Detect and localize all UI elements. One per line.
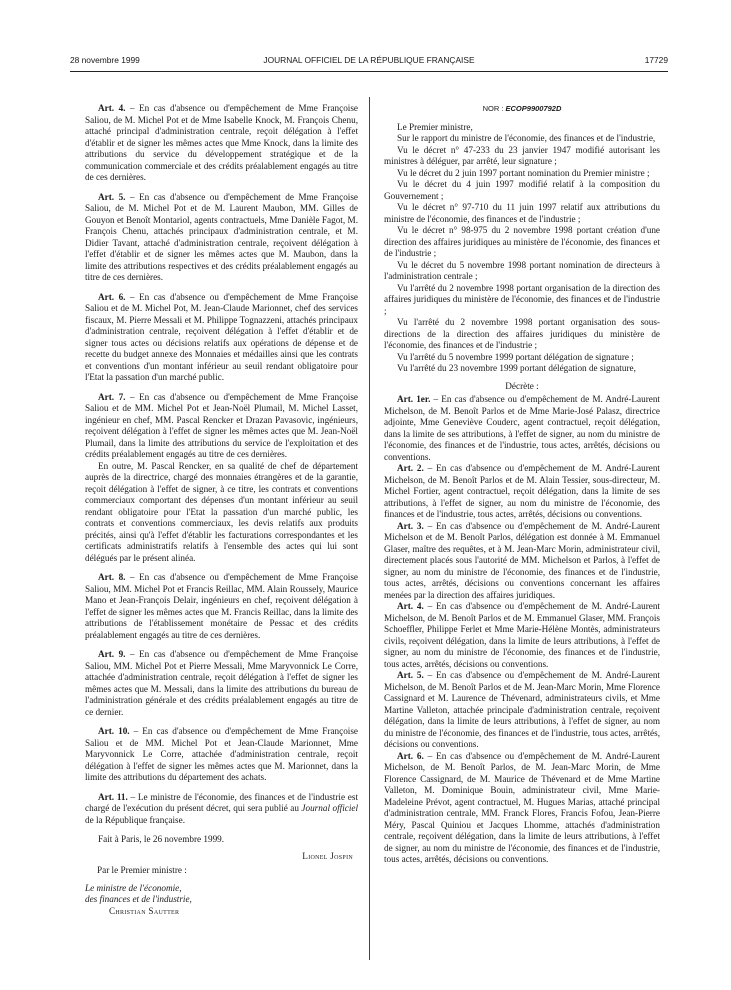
- nor-code: ECOP9900792D: [505, 104, 562, 113]
- article: [85, 192, 358, 284]
- minister-title: Le ministre de l'économie,: [85, 882, 182, 893]
- minister-title: des finances et de l'industrie,: [85, 894, 192, 904]
- article: [384, 463, 660, 521]
- article-text: – En cas d'absence ou d'empêchement de Mme Françoise Saliou et de MM. Michel Pot et Jean-Noël Plumail, M. Michel Lasset, ingénieur en chef, MM. Pascal Rencker et Drazan Pavasovic, ingénieurs, reçoivent délégation à l'effet de signer les mêmes actes que M. Jean-Noël Plumail, dans la limite des attributions du service de l'exploitation et des crédits préalablement engagés au titre de ces dernières.: [85, 391, 359, 459]
- article-text: – En cas d'absence ou d'empêchement de M. André-Laurent Michelson, de M. Benoît Parlos et de M. Jean-Marc Morin, Mme Florence Cassignard et M. Laurence de Thévenard, administrateurs civils, et Mme Martine Valleton, attachée principale d'administration centrale, reçoivent délégation, dans la limite de leurs attributions, à l'effet de signer, au nom du ministre de l'économie, des finances et de l'industrie, tous actes, arrêtés, décisions ou conventions.: [384, 670, 660, 749]
- article-label: Art. 3.: [397, 520, 424, 531]
- visa: Vu le décret du 4 juin 1997 modifié relatif à la composition du Gouvernement ;: [384, 179, 660, 201]
- article-text: – En cas d'absence ou d'empêchement de M. André-Laurent Michelson, de M. Benoît Parlos et de M. Alain Tessier, sous-directeur, M. Michel Fortier, agent contractuel, reçoit délégation, dans la limite de ses attributions, à l'effet de signer, au nom du ministre de l'économie, des finances et de l'industrie, tous actes, arrêtés, décisions ou conventions.: [384, 463, 660, 519]
- signature-date: Fait à Paris, le 26 novembre 1999.: [98, 834, 225, 844]
- article-text: – En cas d'absence ou d'empêchement de Mme Françoise Saliou, MM. Michel Pot et Francis Reillac, MM. Alain Roussely, Maurice Mano et Jean-François Delair, ingénieurs en chef, reçoivent délégation à l'effet de signer les mêmes actes que M. Francis Reillac, dans la limite des attributions de l'établissement monétaire de Pessac et des crédits préalablement engagés au titre de ces dernières.: [85, 572, 359, 640]
- article-text: – En cas d'absence ou d'empêchement de M. André-Laurent Michelson, de M. Benoît Parlos et de M. Emmanuel Glaser, MM. François Schoeffler, Philippe Ferlet et Mme Marie-Hélène Montès, administrateurs civils, reçoivent délégation, dans la limite de leurs attributions, à l'effet de signer, au nom du ministre de l'économie, des finances et de l'industrie, tous actes, arrêtés, décisions ou conventions.: [384, 601, 660, 669]
- article-text: – En cas d'absence ou d'empêchement de Mme Françoise Saliou et de M. Michel Pot, M. Jean-Claude Marionnet, chef des services fiscaux, M. Pierre Messali et M. Philippe Tognazzeni, attachés principaux d'administration centrale, reçoivent délégation à l'effet d'établir et de signer tous actes ou décisions relatifs aux opérations de dépense et de recette du budget annexe des Monnaies et médailles ainsi que les contrats et conventions d'un montant inférieur au seuil rendant obligatoire pour l'Etat la passation d'un marché public.: [85, 291, 359, 382]
- signatory-minister: Christian Sautter: [109, 905, 180, 916]
- header-rule: [70, 71, 668, 72]
- right-column: [384, 103, 660, 866]
- header-date: 28 novembre 1999: [70, 55, 140, 65]
- page-number: 17729: [644, 55, 668, 65]
- article-label: Art. 7.: [98, 391, 126, 402]
- article-text: – En cas d'absence ou d'empêchement de M. André-Laurent Michelson et de M. Benoît Parlos, délégation est donnée à M. Emmanuel Glaser, maître des requêtes, et à M. Jean-Marc Morin, administrateur civil, directement placés sous l'autorité de MM. Michelson et Parlos, à l'effet de signer, au nom du ministre de l'économie, des finances et de l'industrie, tous actes, arrêtés, décisions ou conventions concernant les affaires menées par la direction des affaires juridiques.: [384, 520, 660, 600]
- article-label: Art. 8.: [98, 572, 126, 582]
- article-label: Art. 5.: [98, 191, 126, 202]
- article-paragraph: En outre, M. Pascal Rencker, en sa qualité de chef de département auprès de la directrice, chargé des monnaies étrangères et de la garantie, reçoit délégation à l'effet de signer, à ce titre, les contrats et conventions commerciaux comportant des dépenses d'un montant inférieur au seuil rendant obligatoire pour l'Etat la passation d'un marché public, les contrats et conventions commerciaux, les devis relatifs aux produits précités, ainsi qu'à l'effet d'établir les facturations correspondantes et les certificats administratifs relatifs à l'ensemble des actes qui lui sont délégués par le présent alinéa.: [85, 460, 358, 563]
- visa: Vu le décret n° 98-975 du 2 novembre 1998 portant création d'une direction des affaires juridiques au ministère de l'économie, des finances et de l'industrie ;: [384, 225, 660, 258]
- article: [85, 392, 358, 461]
- premier-ministre-heading: Le Premier ministre,: [397, 121, 473, 132]
- article: [85, 792, 358, 827]
- article: [85, 572, 358, 641]
- article-text: – Le ministre de l'économie, des finances et de l'industrie est chargé de l'exécution du présent décret, qui sera publié au: [85, 791, 358, 813]
- article-label: Art. 2.: [397, 463, 424, 473]
- page-header: [70, 55, 668, 69]
- journal-title: JOURNAL OFFICIEL DE LA RÉPUBLIQUE FRANÇAISE: [263, 55, 475, 65]
- article-label: Art. 4.: [397, 601, 424, 611]
- nor-reference: [384, 103, 660, 115]
- visa: Sur le rapport du ministre de l'économie, des finances et de l'industrie,: [397, 133, 656, 143]
- visa: Vu le décret du 2 juin 1997 portant nomination du Premier ministre ;: [397, 167, 650, 178]
- left-column: [85, 103, 358, 917]
- article-label: Art. 4.: [98, 103, 126, 113]
- article-label: Art. 11.: [98, 791, 128, 802]
- article-text: – En cas d'absence ou d'empêchement de M. André-Laurent Michelson, de M. Benoît Parlos, de M. Jean-Marc Morin, de Mme Florence Cassignard, de M. Maurice de Thévenard et de Mme Martine Valleton, M. Dominique Bouin, administrateur civil, Mme Marie-Madeleine Prévot, agent contractuel, M. Hugues Marias, attaché principal d'administration centrale, MM. Franck Flores, Francis Fofou, Jean-Pierre Méry, Pascal Quiniou et Jacques Lhomme, attachés d'administration centrale, reçoivent délégation, dans la limite de leurs attributions, à l'effet de signer, au nom du ministre de l'économie, des finances et de l'industrie, tous actes, arrêtés, décisions ou conventions.: [384, 750, 660, 864]
- article: [85, 103, 358, 184]
- article-text: – En cas d'absence ou d'empêchement de Mme Françoise Saliou et de MM. Michel Pot et Jean-Claude Marionnet, Mme Maryvonnick Le Corre, attachée d'administration centrale, reçoit délégation à l'effet de signer les mêmes actes que M. Marionnet, dans la limite des attributions du département des achats.: [85, 726, 358, 782]
- visa: Vu le décret n° 47-233 du 23 janvier 1947 modifié autorisant les ministres à déléguer, par arrêté, leur signature ;: [384, 144, 660, 166]
- article: [85, 726, 358, 784]
- article-text: – En cas d'absence ou d'empêchement de Mme Françoise Saliou, de M. Michel Pot et de Mme Isabelle Knock, M. François Chenu, attaché principal d'administration centrale, reçoit délégation à l'effet d'établir et de signer les mêmes actes que Mme Knock, dans la limite des attributions du service du développement stratégique et de la communication commerciale et des crédits préalablement engagés au titre de ces dernières.: [85, 103, 359, 182]
- article-label: Art. 5.: [397, 670, 424, 680]
- article-text: – En cas d'absence ou d'empêchement de Mme Françoise Saliou, MM. Michel Pot et Pierre Messali, Mme Maryvonnick Le Corre, attachée d'administration centrale, reçoit délégation à l'effet de signer les mêmes actes que M. Messali, dans la limite des attributions du bureau de l'administration générale et des crédits préalablement engagés au titre de ce dernier.: [85, 649, 359, 717]
- journal-reference: Journal officiel: [301, 803, 359, 813]
- article-label: Art. 9.: [98, 649, 126, 659]
- article: [384, 394, 660, 463]
- article-text: de la République française.: [85, 814, 185, 825]
- visa: Vu le décret n° 97-710 du 11 juin 1997 relatif aux attributions du ministre de l'économie, des finances et de l'industrie ;: [384, 202, 660, 224]
- decrete-heading: Décrète :: [505, 380, 539, 391]
- article-text: – En cas d'absence ou d'empêchement de M. André-Laurent Michelson, de M. Benoît Parlos et de Mme Marie-José Palasz, directrice adjointe, Mme Geneviève Couderc, agent contractuel, reçoit délégation, dans la limite de ses attributions, à l'effet de signer, au nom du ministre de l'économie, des finances et de l'industrie, tous actes, arrêtés, décisions ou conventions.: [384, 394, 660, 462]
- par-le-premier-ministre: Par le Premier ministre :: [97, 865, 187, 875]
- article-label: Art. 6.: [397, 750, 424, 761]
- visa: Vu le décret du 5 novembre 1998 portant nomination de directeurs à l'administration centrale ;: [384, 259, 660, 281]
- article: [85, 292, 358, 384]
- article: [384, 751, 660, 866]
- visa: Vu l'arrêté du 23 novembre 1999 portant délégation de signature,: [397, 363, 636, 373]
- article-text: – En cas d'absence ou d'empêchement de Mme Françoise Saliou, de M. Michel Pot et de M. Laurent Maubon, MM. Gilles de Gouyon et Benoît Montariol, agents contractuels, Mme Danièle Fagot, M. François Chenu, attachés principaux d'administration centrale, et M. Didier Tavant, attaché d'administration centrale, reçoivent délégation à l'effet d'établir et de signer les mêmes actes que M. Maubon, dans la limite des attributions respectives et des crédits préalablement engagés au titre de ces dernières.: [85, 191, 359, 282]
- article-label: Art. 6.: [98, 291, 126, 302]
- signatory-prime-minister: Lionel Jospin: [302, 850, 353, 861]
- visa: Vu l'arrêté du 2 novembre 1998 portant organisation des sous-directions de la direction des affaires juridiques du ministère de l'économie, des finances et de l'industrie ;: [384, 317, 660, 350]
- visa: Vu l'arrêté du 5 novembre 1999 portant délégation de signature ;: [397, 351, 634, 362]
- article: [384, 601, 660, 670]
- column-separator: [369, 97, 370, 960]
- article: [384, 521, 660, 602]
- nor-label: NOR :: [482, 104, 506, 113]
- visa: Vu l'arrêté du 2 novembre 1998 portant organisation de la direction des affaires juridiques du ministère de l'économie, des finances et de l'industrie ;: [384, 282, 660, 316]
- article-label: Art. 10.: [98, 726, 130, 736]
- article: [384, 670, 660, 751]
- article-label: Art. 1er.: [397, 394, 431, 404]
- article: [85, 649, 358, 718]
